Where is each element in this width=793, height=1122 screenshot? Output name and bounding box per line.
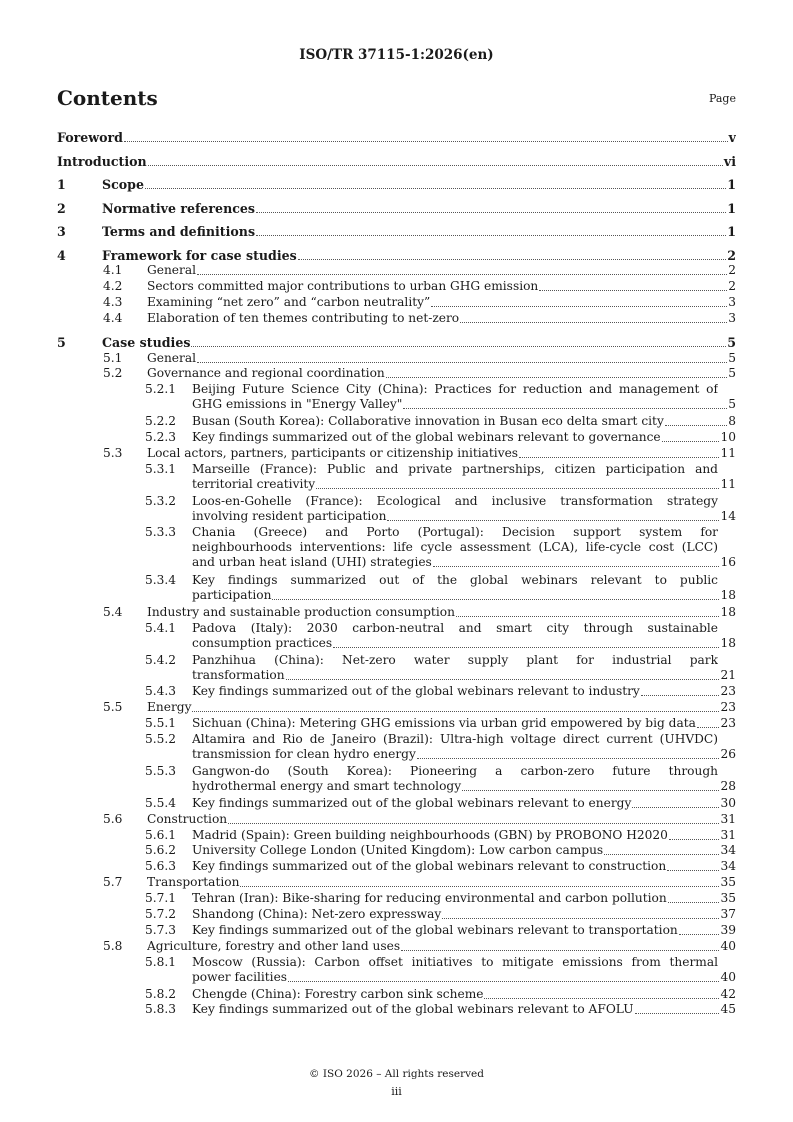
toc-entry-title: Transportation bbox=[147, 875, 240, 890]
toc-entry-title-block bbox=[192, 859, 736, 874]
toc-entry-number: 5.6.1 bbox=[145, 827, 177, 842]
toc-entry-line bbox=[192, 397, 736, 412]
toc-entry-title-continued: participation bbox=[192, 588, 272, 603]
toc-entry-number: 4.3 bbox=[103, 295, 123, 310]
toc-entry-number: 5.5.4 bbox=[145, 795, 177, 810]
dot-leader bbox=[386, 376, 727, 378]
dot-leader bbox=[256, 211, 726, 213]
toc-entry-title: Padova (Italy): 2030 carbon-neutral and smart city through sustainable bbox=[192, 620, 718, 635]
toc-entry-page: 10 bbox=[720, 430, 736, 444]
toc-entry-title-continued: consumption practices bbox=[192, 635, 333, 650]
toc-entry-title: Elaboration of ten themes contributing to net-zero bbox=[147, 311, 460, 326]
document-id-header: ISO/TR 37115-1:2026(en) bbox=[299, 47, 494, 63]
toc-entry-title-block bbox=[192, 430, 736, 445]
toc-entry-title-block bbox=[192, 796, 736, 811]
toc-entry-line bbox=[147, 939, 736, 954]
dot-leader bbox=[635, 1012, 720, 1014]
toc-entry-line bbox=[192, 1002, 736, 1017]
toc-entry-line bbox=[57, 130, 736, 145]
toc-entry-line bbox=[102, 248, 736, 263]
dot-leader bbox=[456, 615, 720, 617]
toc-entry-title: Key findings summarized out of the global webinars relevant to energy bbox=[192, 795, 632, 810]
toc-entry-page: 5 bbox=[728, 397, 736, 412]
toc-entry-title-continued: transformation bbox=[192, 667, 285, 682]
toc-entry-title: Foreword bbox=[57, 130, 123, 145]
dot-leader bbox=[662, 440, 720, 442]
toc-entry-line bbox=[192, 796, 736, 811]
toc-entry-title-block bbox=[192, 525, 736, 570]
toc-entry-number: 5.5.3 bbox=[145, 763, 177, 778]
toc-entry-number: 5.3 bbox=[103, 445, 123, 460]
toc-entry-page: 14 bbox=[720, 508, 736, 523]
toc-entry-number: 5.7 bbox=[103, 875, 123, 890]
toc-entry-title-block bbox=[147, 366, 736, 381]
toc-entry-line bbox=[192, 891, 736, 906]
toc-entry-title-block bbox=[192, 955, 736, 985]
toc-entry-title-block bbox=[147, 311, 736, 326]
dot-leader bbox=[288, 980, 719, 982]
toc-entry-title-block bbox=[192, 653, 736, 683]
toc-entry-line bbox=[192, 970, 736, 985]
toc-entry-line bbox=[102, 201, 736, 216]
toc-entry-line bbox=[102, 335, 736, 350]
toc-entry-line bbox=[147, 311, 736, 326]
toc-entry-title: Sectors committed major contributions to urban GHG emission bbox=[147, 279, 539, 294]
toc-entry-title-continued: transmission for clean hydro energy bbox=[192, 747, 416, 762]
toc-entry-number: 5.2.3 bbox=[145, 430, 177, 444]
toc-entry-title: General bbox=[147, 350, 196, 365]
toc-entry-line bbox=[192, 684, 736, 699]
toc-entry-line bbox=[192, 923, 736, 938]
toc-entry-title: Beijing Future Science City (China): Practices for reduction and management of bbox=[192, 382, 718, 397]
toc-entry-line bbox=[57, 154, 736, 169]
toc-entry-title: Energy bbox=[147, 700, 192, 715]
toc-entry-title: Construction bbox=[147, 811, 228, 826]
toc-entry-title-block bbox=[102, 335, 736, 350]
dot-leader bbox=[286, 678, 720, 680]
toc-entry-title: Madrid (Spain): Green building neighbourhoods (GBN) by PROBONO H2020 bbox=[192, 827, 668, 842]
toc-entry-title-block bbox=[147, 279, 736, 294]
toc-entry-title-block bbox=[57, 130, 736, 145]
toc-entry-number: 5.6 bbox=[103, 811, 123, 826]
toc-entry-title-block bbox=[192, 907, 736, 922]
toc-entry-number: 3 bbox=[57, 224, 66, 239]
toc-entry-number: 4 bbox=[57, 247, 66, 263]
toc-entry-page: 23 bbox=[720, 716, 736, 731]
toc-entry-line bbox=[147, 446, 736, 461]
toc-entry-page: 11 bbox=[720, 476, 736, 491]
toc-entry-number: 5.7.2 bbox=[145, 907, 177, 921]
toc-entry-title-block bbox=[192, 828, 736, 843]
dot-leader bbox=[256, 234, 726, 236]
toc-entry-number: 5.8.1 bbox=[145, 954, 177, 969]
contents-heading: Contents bbox=[57, 86, 158, 110]
dot-leader bbox=[197, 361, 727, 363]
copyright-notice: © ISO 2026 – All rights reserved bbox=[309, 1068, 484, 1080]
toc-entry-page: v bbox=[728, 130, 736, 145]
toc-entry-line bbox=[192, 555, 736, 570]
dot-leader bbox=[519, 456, 719, 458]
toc-entry-number: 5.3.2 bbox=[145, 493, 177, 508]
toc-entry-line bbox=[147, 366, 736, 381]
toc-entry-title: Key findings summarized out of the global webinars relevant to transportation bbox=[192, 922, 678, 937]
toc-entry-title: Governance and regional coordination bbox=[147, 366, 385, 381]
toc-entry-page: 34 bbox=[720, 859, 736, 874]
toc-entry-title-block bbox=[192, 732, 736, 762]
dot-leader bbox=[333, 646, 719, 648]
toc-entry-title-block bbox=[192, 716, 736, 731]
toc-entry-page: 2 bbox=[727, 247, 736, 263]
toc-entry-title: Loos-en-Gohelle (France): Ecological and inclusive transformation strategy bbox=[192, 493, 718, 508]
toc-entry-title-block bbox=[57, 154, 736, 169]
toc-entry-page: 40 bbox=[720, 938, 736, 953]
toc-entry-number: 5.5.2 bbox=[145, 732, 177, 747]
toc-entry-title-block bbox=[192, 414, 736, 429]
toc-entry-line bbox=[192, 907, 736, 922]
dot-leader bbox=[697, 726, 720, 728]
toc-entry-line bbox=[147, 875, 736, 890]
toc-entry-line bbox=[192, 430, 736, 445]
toc-entry-number: 5.4 bbox=[103, 604, 123, 619]
toc-entry-title: General bbox=[147, 263, 196, 278]
toc-entry-title-block bbox=[147, 700, 736, 715]
toc-entry-page: 18 bbox=[720, 635, 736, 650]
toc-entry-page: vi bbox=[723, 153, 736, 169]
toc-entry-title-block bbox=[192, 891, 736, 906]
dot-leader bbox=[668, 901, 720, 903]
dot-leader bbox=[191, 345, 726, 347]
toc-entry-title: Examining “net zero” and “carbon neutrality” bbox=[147, 295, 431, 310]
toc-entry-line bbox=[102, 224, 736, 239]
toc-entry-page: 16 bbox=[720, 555, 736, 570]
toc-entry-page: 5 bbox=[727, 334, 736, 350]
toc-entry-title-block bbox=[147, 295, 736, 310]
toc-entry-page: 26 bbox=[720, 747, 736, 762]
toc-entry-line bbox=[147, 605, 736, 620]
toc-entry-number: 4.4 bbox=[103, 311, 123, 326]
toc-entry-title: Gangwon-do (South Korea): Pioneering a carbon-zero future through bbox=[192, 763, 718, 778]
toc-entry-number: 5.3.3 bbox=[145, 525, 177, 540]
dot-leader bbox=[148, 164, 723, 166]
toc-entry-page: 31 bbox=[720, 811, 736, 826]
toc-entry-number: 5.6.3 bbox=[145, 859, 177, 874]
toc-entry-number: 5.2.1 bbox=[145, 382, 177, 397]
dot-leader bbox=[679, 933, 720, 935]
dot-leader bbox=[632, 806, 719, 808]
toc-entry-number: 5.8.3 bbox=[145, 1002, 177, 1017]
toc-entry-page: 45 bbox=[720, 1002, 736, 1017]
toc-entry-title-continued: hydrothermal energy and smart technology bbox=[192, 778, 462, 793]
toc-entry-title-block bbox=[192, 764, 736, 794]
toc-entry-title-block bbox=[192, 1002, 736, 1017]
toc-entry-title: Key findings summarized out of the global webinars relevant to public bbox=[192, 573, 718, 588]
toc-entry-page: 18 bbox=[720, 588, 736, 603]
toc-entry-line bbox=[192, 843, 736, 858]
toc-entry-title: Introduction bbox=[57, 153, 147, 169]
toc-entry-line bbox=[192, 588, 736, 603]
toc-entry-title: Scope bbox=[102, 177, 144, 192]
toc-entry-number: 5.2.2 bbox=[145, 414, 177, 429]
toc-entry-title: Tehran (Iran): Bike-sharing for reducing environmental and carbon pollution bbox=[192, 891, 667, 906]
dot-leader bbox=[669, 838, 720, 840]
toc-entry-number: 5.6.2 bbox=[145, 843, 177, 858]
toc-entry-title: Sichuan (China): Metering GHG emissions via urban grid empowered by big data bbox=[192, 716, 696, 731]
toc-entry-title-block bbox=[192, 494, 736, 524]
toc-entry-line bbox=[192, 716, 736, 731]
toc-entry-line bbox=[147, 812, 736, 827]
toc-entry-title-block bbox=[192, 462, 736, 492]
toc-entry-number: 5.3.4 bbox=[145, 573, 177, 588]
toc-entry-page: 5 bbox=[728, 350, 736, 365]
toc-entry-page: 39 bbox=[720, 922, 736, 937]
toc-entry-number: 5.2 bbox=[103, 366, 123, 381]
toc-entry-title-continued: GHG emissions in "Energy Valley" bbox=[192, 397, 403, 412]
toc-entry-title: Key findings summarized out of the global webinars relevant to industry bbox=[192, 684, 640, 699]
toc-entry-number: 5.7.3 bbox=[145, 922, 177, 937]
toc-entry-page: 1 bbox=[727, 200, 736, 216]
toc-entry-line bbox=[192, 859, 736, 874]
toc-entry-number: 2 bbox=[57, 200, 66, 216]
toc-entry-title: Key findings summarized out of the global webinars relevant to construction bbox=[192, 859, 667, 874]
toc-entry-line bbox=[192, 477, 736, 492]
dot-leader bbox=[316, 487, 719, 489]
toc-entry-title-continued: involving resident participation bbox=[192, 508, 387, 523]
toc-entry-page: 1 bbox=[727, 177, 736, 192]
dot-leader bbox=[240, 885, 719, 887]
toc-entry-title-continued: and urban heat island (UHI) strategies bbox=[192, 555, 432, 570]
toc-entry-number: 5.5 bbox=[103, 700, 123, 715]
toc-entry-line bbox=[147, 263, 736, 278]
toc-entry-title: Panzhihua (China): Net-zero water supply plant for industrial park bbox=[192, 652, 718, 667]
toc-entry-line bbox=[192, 414, 736, 429]
dot-leader bbox=[442, 917, 719, 919]
toc-entry-page: 11 bbox=[720, 445, 736, 460]
toc-entry-title-block bbox=[147, 605, 736, 620]
toc-entry-page: 34 bbox=[720, 843, 736, 858]
toc-entry-title-block bbox=[147, 446, 736, 461]
dot-leader bbox=[145, 187, 726, 189]
toc-entry-number: 4.1 bbox=[103, 263, 123, 278]
toc-entry-title: Key findings summarized out of the global webinars relevant to governance bbox=[192, 430, 661, 444]
toc-entry-line bbox=[147, 279, 736, 294]
toc-entry-title-block bbox=[102, 248, 736, 263]
toc-entry-title: Industry and sustainable production consumption bbox=[147, 604, 455, 619]
toc-entry-title: Framework for case studies bbox=[102, 247, 297, 263]
dot-leader bbox=[539, 289, 727, 291]
toc-entry-title: neighbourhoods interventions: life cycle assessment (LCA), life-cycle cost (LCC) bbox=[192, 540, 718, 555]
dot-leader bbox=[197, 273, 727, 275]
toc-entry-title: Marseille (France): Public and private partnerships, citizen participation and bbox=[192, 461, 718, 476]
toc-entry-number: 5 bbox=[57, 334, 66, 350]
toc-entry-title-block bbox=[192, 843, 736, 858]
dot-leader bbox=[228, 822, 719, 824]
toc-entry-page: 2 bbox=[728, 279, 736, 294]
toc-entry-line bbox=[192, 747, 736, 762]
toc-entry-page: 5 bbox=[728, 366, 736, 381]
toc-entry-page: 23 bbox=[720, 684, 736, 699]
toc-entry-page: 3 bbox=[728, 295, 736, 310]
toc-entry-number: 5.8.2 bbox=[145, 986, 177, 1001]
toc-entry-line bbox=[102, 177, 736, 192]
toc-entry-title-block bbox=[192, 573, 736, 603]
toc-entry-page: 37 bbox=[720, 907, 736, 921]
toc-entry-page: 3 bbox=[728, 311, 736, 326]
dot-leader bbox=[604, 853, 719, 855]
toc-entry-title-block bbox=[192, 382, 736, 412]
dot-leader bbox=[667, 869, 719, 871]
dot-leader bbox=[403, 407, 727, 409]
toc-entry-line bbox=[192, 668, 736, 683]
toc-entry-line bbox=[192, 509, 736, 524]
toc-entry-number: 5.8 bbox=[103, 938, 123, 953]
toc-entry-page: 18 bbox=[720, 604, 736, 619]
toc-entry-title: Local actors, partners, participants or citizenship initiatives bbox=[147, 445, 519, 460]
dot-leader bbox=[124, 140, 728, 142]
toc-entry-page: 40 bbox=[720, 969, 736, 984]
dot-leader bbox=[298, 258, 726, 260]
toc-entry-title: Shandong (China): Net-zero expressway bbox=[192, 907, 442, 921]
dot-leader bbox=[641, 694, 720, 696]
toc-entry-page: 31 bbox=[720, 827, 736, 842]
toc-entry-title: Key findings summarized out of the global webinars relevant to AFOLU bbox=[192, 1002, 634, 1017]
toc-entry-page: 35 bbox=[720, 875, 736, 890]
toc-entry-title: Busan (South Korea): Collaborative innovation in Busan eco delta smart city bbox=[192, 414, 664, 429]
toc-entry-number: 5.4.2 bbox=[145, 652, 177, 667]
toc-entry-title: Normative references bbox=[102, 200, 256, 216]
toc-entry-page: 1 bbox=[727, 224, 736, 239]
toc-entry-title-block bbox=[147, 263, 736, 278]
toc-entry-number: 5.1 bbox=[103, 350, 123, 365]
toc-entry-title: Terms and definitions bbox=[102, 224, 256, 239]
toc-entry-number: 4.2 bbox=[103, 279, 123, 294]
toc-entry-page: 23 bbox=[720, 700, 736, 715]
toc-entry-title-block bbox=[192, 621, 736, 651]
toc-entry-title: Altamira and Rio de Janeiro (Brazil): Ultra-high voltage direct current (UHVDC) bbox=[192, 732, 718, 747]
toc-entry-number: 1 bbox=[57, 177, 66, 192]
toc-entry-page: 21 bbox=[720, 667, 736, 682]
toc-entry-title: Chengde (China): Forestry carbon sink scheme bbox=[192, 986, 484, 1001]
dot-leader bbox=[462, 789, 719, 791]
dot-leader bbox=[401, 949, 719, 951]
dot-leader bbox=[484, 997, 719, 999]
toc-entry-line bbox=[192, 779, 736, 794]
toc-entry-number: 5.3.1 bbox=[145, 461, 177, 476]
dot-leader bbox=[417, 757, 720, 759]
toc-entry-line bbox=[147, 351, 736, 366]
dot-leader bbox=[460, 321, 727, 323]
page-number: iii bbox=[391, 1085, 402, 1098]
toc-entry-title-block bbox=[147, 939, 736, 954]
dot-leader bbox=[272, 598, 719, 600]
toc-entry-title-block bbox=[192, 923, 736, 938]
toc-entry-title-block bbox=[102, 224, 736, 239]
toc-entry-number: 5.4.1 bbox=[145, 620, 177, 635]
dot-leader bbox=[665, 424, 727, 426]
toc-entry-line bbox=[192, 636, 736, 651]
toc-entry-page: 35 bbox=[720, 891, 736, 906]
toc-entry-page: 2 bbox=[728, 263, 736, 278]
toc-entry-title-block bbox=[147, 875, 736, 890]
toc-entry-page: 30 bbox=[720, 795, 736, 810]
toc-entry-line bbox=[147, 700, 736, 715]
toc-entry-number: 5.7.1 bbox=[145, 891, 177, 906]
toc-entry-title-block bbox=[192, 684, 736, 699]
toc-entry-title: Agriculture, forestry and other land uses bbox=[147, 938, 401, 953]
toc-entry-title: Case studies bbox=[102, 334, 191, 350]
toc-entry-number: 5.4.3 bbox=[145, 684, 177, 699]
toc-entry-title: Chania (Greece) and Porto (Portugal): Decision support system for bbox=[192, 525, 718, 540]
dot-leader bbox=[192, 710, 719, 712]
toc-entry-title-block bbox=[102, 177, 736, 192]
toc-entry-number: 5.5.1 bbox=[145, 716, 177, 731]
toc-entry-line bbox=[192, 987, 736, 1002]
dot-leader bbox=[433, 565, 720, 567]
toc-entry-page: 28 bbox=[720, 778, 736, 793]
page-column-label: Page bbox=[708, 92, 736, 105]
toc-entry-title-block bbox=[147, 351, 736, 366]
toc-entry-title-block bbox=[147, 812, 736, 827]
toc-entry-page: 42 bbox=[720, 986, 736, 1001]
toc-entry-title-block bbox=[102, 201, 736, 216]
toc-entry-title: University College London (United Kingdom): Low carbon campus bbox=[192, 843, 604, 858]
toc-entry-title-continued: power facilities bbox=[192, 969, 288, 984]
toc-entry-title-block bbox=[192, 987, 736, 1002]
dot-leader bbox=[387, 519, 719, 521]
toc-entry-title-continued: territorial creativity bbox=[192, 476, 316, 491]
toc-entry-line bbox=[147, 295, 736, 310]
toc-entry-title: Moscow (Russia): Carbon offset initiatives to mitigate emissions from thermal bbox=[192, 954, 718, 969]
toc-entry-line bbox=[192, 828, 736, 843]
toc-entry-page: 8 bbox=[728, 414, 736, 429]
dot-leader bbox=[431, 305, 727, 307]
